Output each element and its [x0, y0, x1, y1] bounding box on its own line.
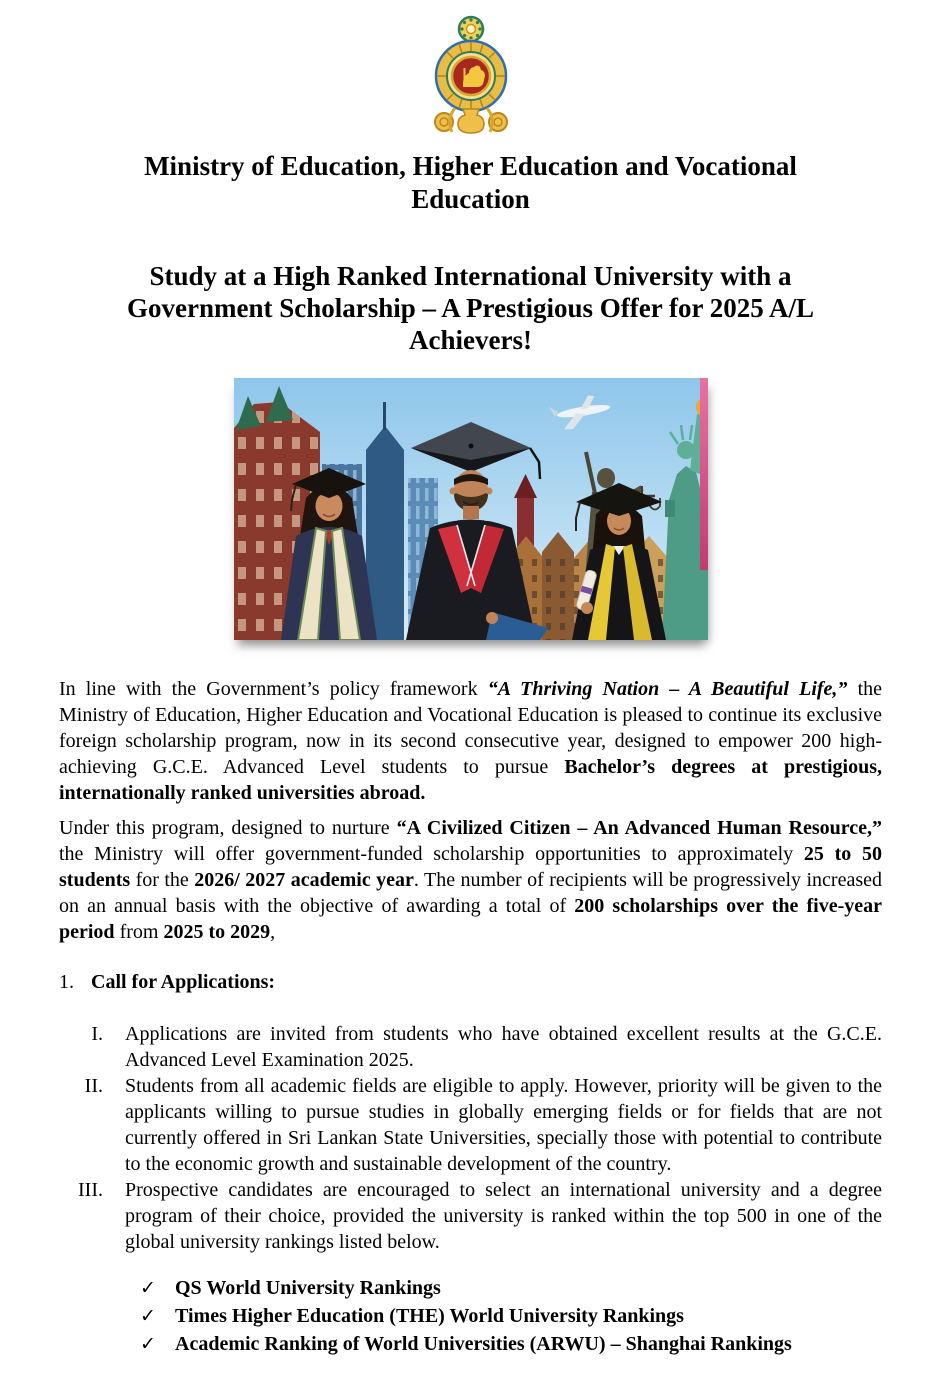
ministry-title [59, 150, 882, 216]
list-item [59, 1177, 882, 1255]
section-heading [59, 969, 882, 995]
headline [59, 260, 882, 356]
ranking-label: Academic Ranking of World Universities (ARWU) – Shanghai Rankings [175, 1333, 792, 1355]
section-number: 1. [59, 971, 74, 993]
list-item [140, 1330, 882, 1358]
ministry-title-line: Education [411, 184, 530, 214]
list-item-text: Applications are invited from students who have obtained excellent results at the G.C.E. Advanced Level Examination 2025. [125, 1023, 882, 1071]
headline-line: Government Scholarship – A Prestigious Offer for 2025 A/L [127, 293, 814, 323]
headline-line: Study at a High Ranked International University with a [149, 261, 792, 291]
rankings-list [59, 1274, 882, 1358]
checkmark-icon: ✓ [140, 1333, 156, 1355]
ranking-label: Times Higher Education (THE) World University Rankings [175, 1305, 684, 1327]
list-item [59, 1073, 882, 1177]
list-item-text: Prospective candidates are encouraged to select an international university and a degree program of their choice, provided the university is ranked within the top 500 in one of the global university rankings listed below. [125, 1179, 882, 1253]
roman-list [59, 1021, 882, 1255]
list-item-text: Students from all academic fields are eligible to apply. However, priority will be given to the applicants willing to pursue studies in globally emerging fields or for fields that are not currently offered in Sri Lankan State Universities, specially those with potential to contribute to the economic growth and sustainable development of the country. [125, 1075, 882, 1175]
list-item-numeral: II. [84, 1075, 103, 1097]
headline-line: Achievers! [409, 325, 532, 355]
intro-paragraph: In line with the Government’s policy framework “A Thriving Nation – A Beautiful Life,” the Ministry of Education, Higher Education and Vocational Education is pleased to continue its exclusive foreign scholarship program, now in its second consecutive year, designed to empower 200 high-achieving G.C.E. Advanced Level students to pursue Bachelor’s degrees at prestigious, internationally ranked universities abroad. [59, 678, 883, 804]
sri-lanka-emblem-icon [59, 14, 882, 138]
list-item-numeral: III. [78, 1179, 103, 1201]
ranking-label: QS World University Rankings [175, 1277, 441, 1299]
ministry-title-line: Ministry of Education, Higher Education and Vocational [144, 151, 797, 181]
list-item [59, 1021, 882, 1073]
program-paragraph: Under this program, designed to nurture “A Civilized Citizen – An Advanced Human Resource,” the Ministry will offer government-funded scholarship opportunities to approximately 25 to 50 students for the 2026/ 2027 academic year. The number of recipients will be progressively increased on an annual basis with the objective of awarding a total of 200 scholarships over the five-year period from 2025 to 2029, [59, 817, 883, 943]
checkmark-icon: ✓ [140, 1305, 156, 1327]
checkmark-icon: ✓ [140, 1277, 156, 1299]
list-item [140, 1302, 882, 1330]
list-item [140, 1274, 882, 1302]
graduates-photo [234, 378, 708, 640]
section-title: Call for Applications: [91, 971, 276, 993]
list-item-numeral: I. [91, 1023, 103, 1045]
